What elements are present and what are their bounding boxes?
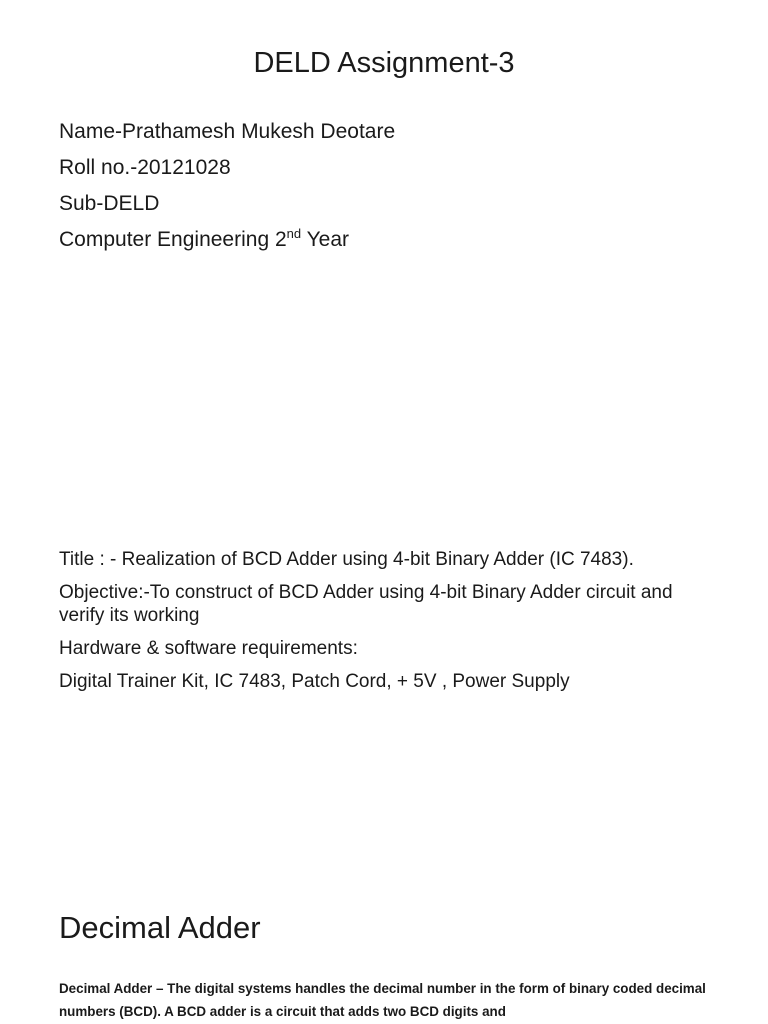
experiment-objective: Objective:-To construct of BCD Adder using 4-bit Binary Adder circuit and verify its working	[59, 582, 673, 626]
department-year	[59, 222, 395, 258]
subject: Sub-DELD	[59, 192, 160, 215]
requirements-heading: Hardware & software requirements:	[59, 638, 358, 659]
experiment-title: Title : - Realization of BCD Adder using 4-bit Binary Adder (IC 7483).	[59, 549, 634, 570]
requirements-list: Digital Trainer Kit, IC 7483, Patch Cord, + 5V , Power Supply	[59, 671, 570, 692]
student-name: Name-Prathamesh Mukesh Deotare	[59, 120, 396, 143]
section-body: Decimal Adder – The digital systems handles the decimal number in the form of binary coded decimal numbers (BCD). A BCD adder is a circuit that adds two BCD digits and	[59, 981, 706, 1019]
student-info	[59, 114, 395, 258]
ordinal-suffix: nd	[286, 226, 302, 241]
document-title: DELD Assignment-3	[253, 47, 515, 79]
experiment-details	[59, 548, 719, 703]
roll-number: Roll no.-20121028	[59, 156, 231, 179]
department-text: Computer Engineering 2	[59, 228, 287, 251]
year-text: Year	[301, 228, 349, 251]
section-heading: Decimal Adder	[59, 910, 261, 945]
